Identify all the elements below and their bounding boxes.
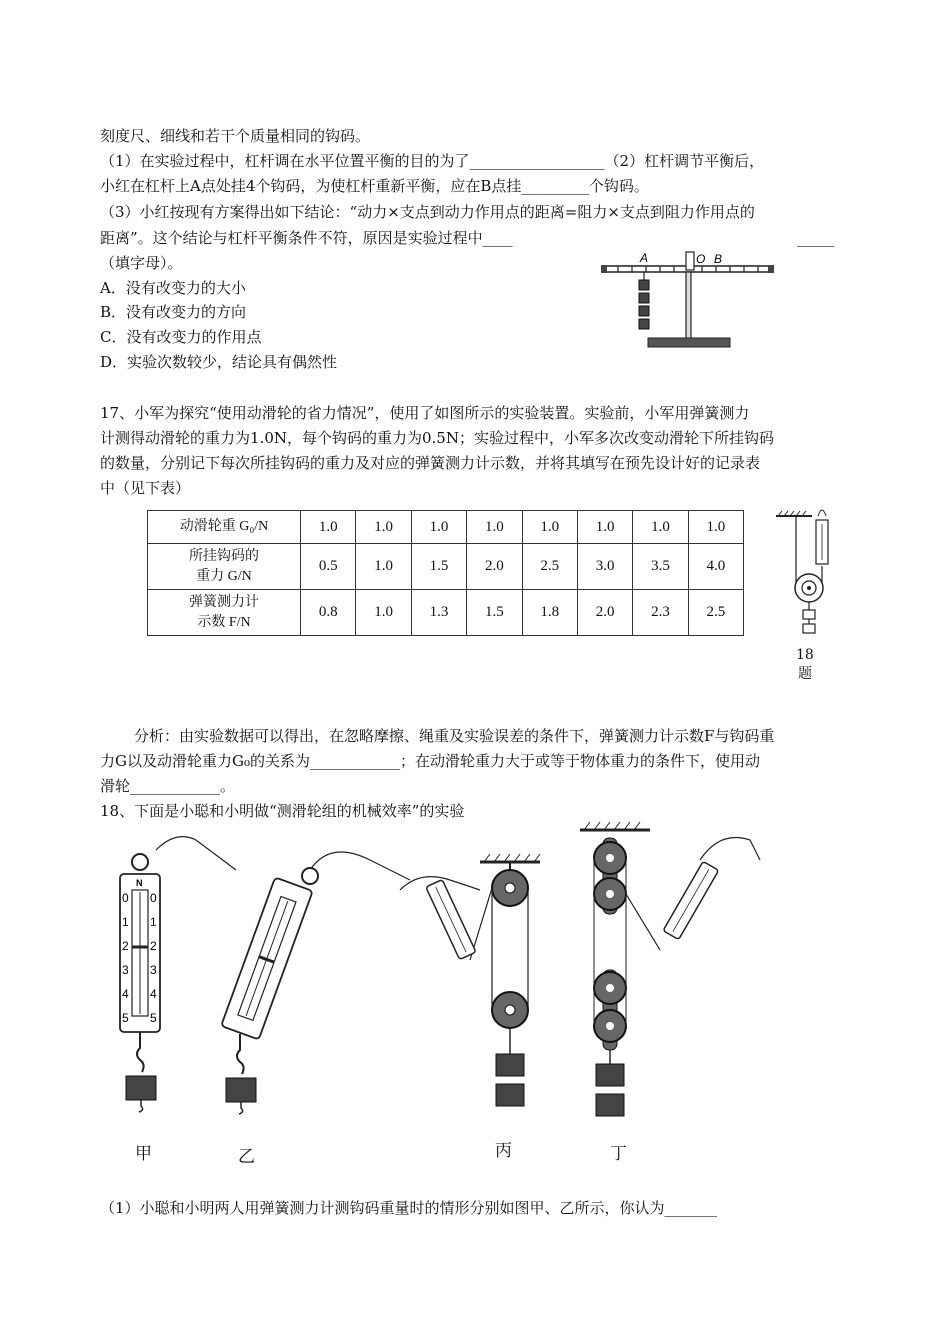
table-cell: 3.5 (633, 544, 688, 590)
hand-outline (310, 852, 410, 880)
q18-sub1: （1）小聪和小明两人用弹簧测力计测钩码重量时的情形分别如图甲、乙所示，你认为_______ (100, 1199, 718, 1217)
caption-jia: 甲 (135, 1144, 152, 1164)
pivot-block (686, 252, 694, 270)
scale-mark-0: 0 (122, 891, 129, 905)
q16-option-b: B．没有改变力的方向 (100, 303, 247, 321)
lever-stand (686, 272, 691, 338)
table-cell: 1.0 (467, 511, 522, 544)
caption-bing: 丙 (495, 1141, 512, 1161)
table-cell: 1.0 (577, 511, 632, 544)
fig-bing-pulley-system (400, 854, 540, 1106)
row-label-a: 所挂钩码的 (189, 548, 259, 564)
fig-label-number: 18 (796, 647, 814, 663)
q17-line4: 中（见下表） (100, 479, 191, 497)
hooked-weights (639, 280, 649, 329)
scale-mark-5: 5 (122, 1011, 129, 1025)
lever-figure (598, 248, 778, 358)
scale-mark-2: 2 (150, 939, 157, 953)
table-cell: 1.0 (633, 511, 688, 544)
left-nut (601, 265, 607, 273)
table-cell: 1.0 (688, 511, 743, 544)
q18-line1: 18、下面是小聪和小明做“测滑轮组的机械效率”的实验 (100, 802, 465, 820)
table-cell: 1.5 (467, 590, 522, 636)
row-label-b: 示数 F/N (197, 614, 251, 630)
lever-base (648, 338, 730, 347)
row-label-a: 弹簧测力计 (189, 594, 259, 610)
table-cell: 3.0 (577, 544, 632, 590)
q16-line4: 距离”。这个结论与杠杆平衡条件不符，原因是实验过程中____ (100, 229, 513, 247)
row-label: 动滑轮重 G₀/N (148, 511, 301, 544)
q17-line2: 计测得动滑轮的重力为1.0N，每个钩码的重力为0.5N；实验过程中，小军多次改变动滑轮下所挂钩码 (100, 429, 774, 447)
caption-yi: 乙 (238, 1147, 255, 1167)
scale-mark-4: 4 (150, 987, 157, 1001)
q16-line5: （填字母）。 (100, 254, 183, 272)
table-cell: 2.0 (467, 544, 522, 590)
q16-line3: （3）小红按现有方案得出如下结论：“动力×支点到动力作用点的距离=阻力×支点到阻力作用点的 (100, 203, 755, 221)
scale-mark-3: 3 (150, 963, 157, 977)
scale-unit-label: N (136, 878, 143, 888)
table-cell: 4.0 (688, 544, 743, 590)
table-cell: 1.0 (356, 511, 411, 544)
table-cell: 0.8 (301, 590, 356, 636)
right-nut (768, 265, 774, 273)
table-row (148, 590, 744, 636)
fig-ding-pulley-system (580, 822, 760, 1116)
table-cell: 0.5 (301, 544, 356, 590)
label-b: B (714, 252, 723, 266)
table-row (148, 544, 744, 590)
label-o: O (696, 252, 706, 266)
hand-outline (156, 837, 236, 870)
q17-line3: 的数量，分别记下每次所挂钩码的重力及对应的弹簧测力计示数，并将其填写在预先设计好的记录表 (100, 454, 761, 472)
table-cell: 2.3 (633, 590, 688, 636)
fig-yi-spring-scale (221, 852, 410, 1114)
row-label-b: 重力 G/N (196, 568, 252, 584)
scale-mark-0: 0 (150, 891, 157, 905)
q17-analysis3: 滑轮____________。 (100, 777, 236, 795)
q16-line1: （1）在实验过程中，杠杆调在水平位置平衡的目的为了__________________（2）杠杆调节平衡后， (100, 152, 765, 170)
table-cell: 2.5 (522, 544, 577, 590)
table-cell: 1.8 (522, 590, 577, 636)
fig-label-char: 题 (798, 666, 812, 682)
table-cell: 2.5 (688, 590, 743, 636)
q16-option-a: A．没有改变力的大小 (100, 279, 246, 297)
scale-mark-1: 1 (122, 915, 129, 929)
label-a: A (640, 251, 649, 265)
scale-mark-1: 1 (150, 915, 157, 929)
table-cell: 1.0 (522, 511, 577, 544)
table-cell: 1.3 (411, 590, 466, 636)
scale-mark-3: 3 (122, 963, 129, 977)
table-cell: 1.0 (356, 544, 411, 590)
table-cell: 1.5 (411, 544, 466, 590)
q16-option-d: D．实验次数较少，结论具有偶然性 (100, 353, 338, 371)
pulley-experiments-figure (100, 820, 800, 1120)
q17-analysis1: 分析：由实验数据可以得出，在忽略摩擦、绳重及实验误差的条件下，弹簧测力计示数F与钩码重 (134, 727, 775, 745)
movable-pulley-figure (772, 496, 842, 646)
q16-line4-blank: _____ (797, 229, 835, 247)
table-cell: 1.0 (356, 590, 411, 636)
fig-jia-spring-scale (120, 837, 236, 1112)
table-cell: 1.0 (411, 511, 466, 544)
table-cell: 2.0 (577, 590, 632, 636)
scale-mark-4: 4 (122, 987, 129, 1001)
pulley-data-table (147, 510, 744, 636)
scale-mark-5: 5 (150, 1011, 157, 1025)
table-cell: 1.0 (301, 511, 356, 544)
q17-analysis2: 力G以及动滑轮重力G₀的关系为____________；在动滑轮重力大于或等于物体重力的条件下，使用动 (100, 752, 760, 770)
q17-line1: 17、小军为探究“使用动滑轮的省力情况”，使用了如图所示的实验装置。实验前，小军用弹簧测力 (100, 404, 750, 422)
scale-mark-2: 2 (122, 939, 129, 953)
row-label (148, 590, 301, 636)
q16-line0: 刻度尺、细线和若干个质量相同的钩码。 (100, 127, 371, 145)
table-row (148, 511, 744, 544)
q16-option-c: C．没有改变力的作用点 (100, 328, 262, 346)
caption-ding: 丁 (610, 1144, 627, 1164)
q16-line2: 小红在杠杆上A点处挂4个钩码，为使杠杆重新平衡，应在B点挂_________个钩码。 (100, 177, 649, 195)
row-label (148, 544, 301, 590)
